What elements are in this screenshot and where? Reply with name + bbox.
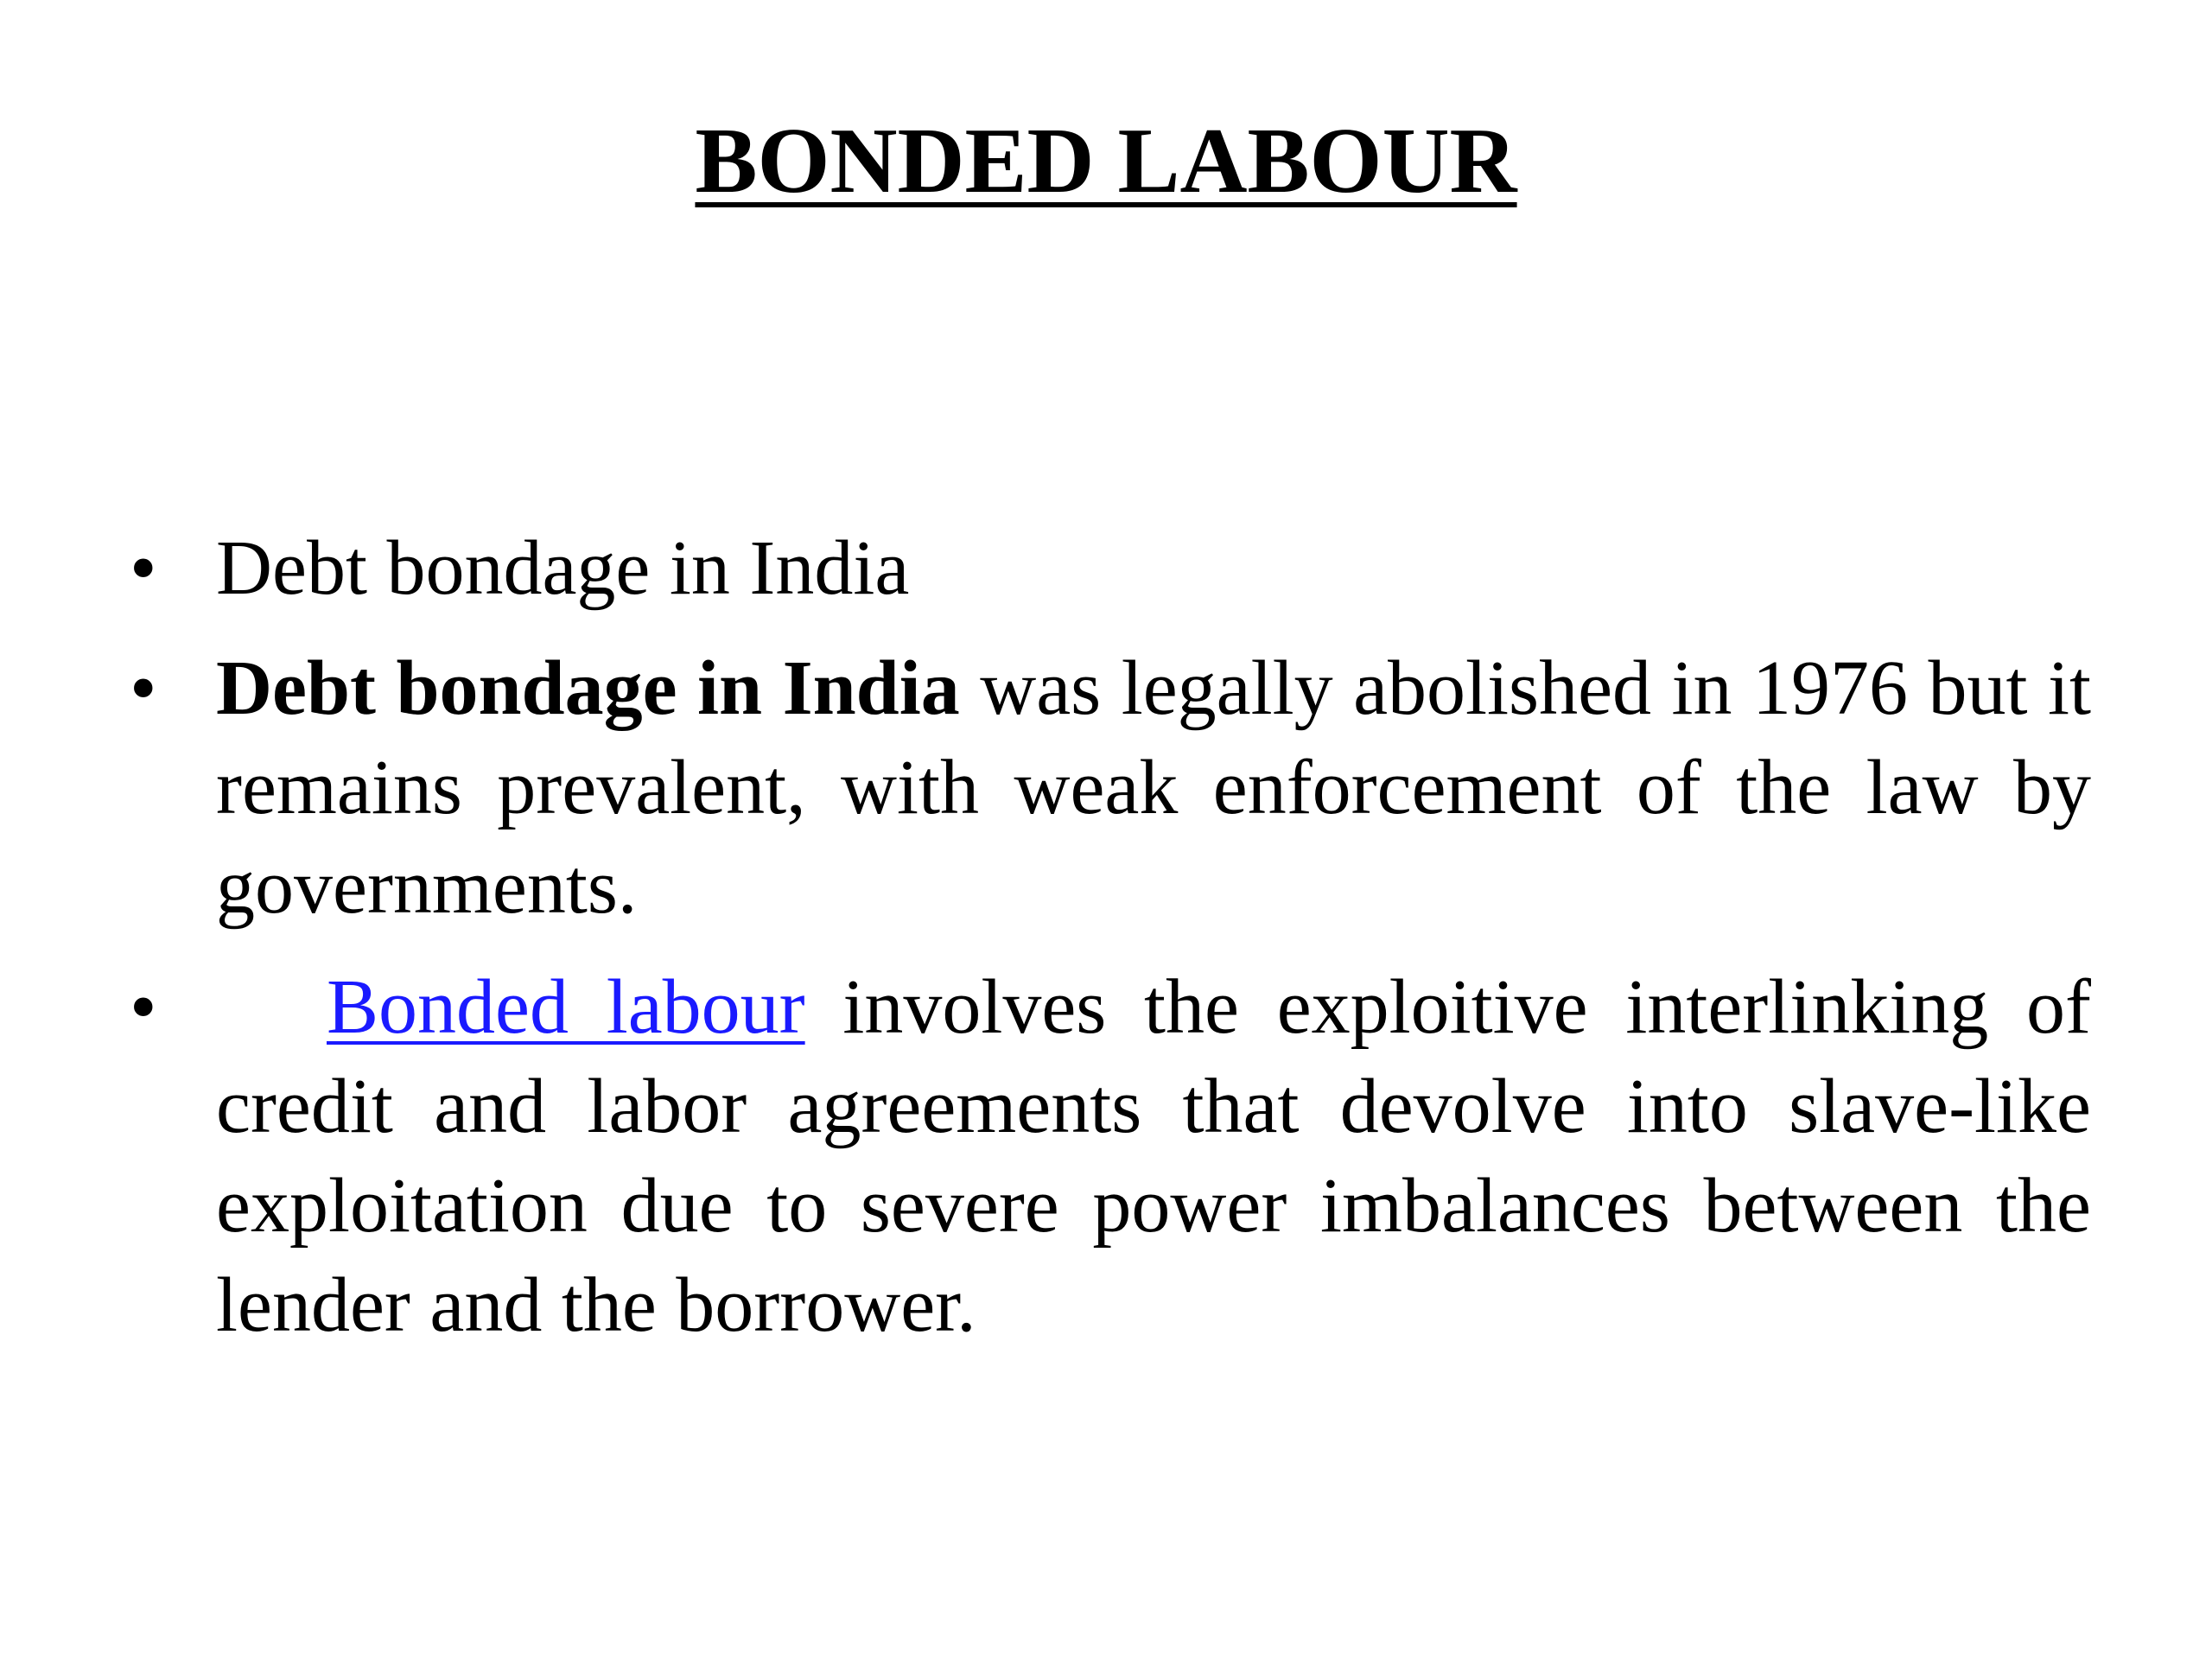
bullet-text: involves the exploitive interlinking of credit and labor agreements that devolve into slave-like exploitation due to severe power imbalances between the lender and the borrower. — [216, 964, 2091, 1348]
bullet-text: Debt bondage in India — [216, 525, 910, 611]
bullet-item-1 — [130, 518, 2091, 618]
bullet-dot-icon: • — [130, 525, 157, 611]
bullet-bold-lead: Debt bondage in India — [216, 645, 960, 731]
slide-title-text: BONDED LABOUR — [695, 110, 1517, 213]
bullet-text: was legally abolished in 1976 but it remains prevalent, with weak enforcement of the law by governments. — [216, 645, 2091, 930]
bullet-dot-icon: • — [130, 964, 157, 1050]
slide-title — [0, 111, 2212, 213]
bullet-item-2 — [130, 639, 2091, 937]
bullet-item-3 — [130, 957, 2091, 1355]
bullet-list — [130, 518, 2091, 1376]
bullet-dot-icon: • — [130, 645, 157, 731]
bonded-labour-link[interactable]: Bonded labour — [327, 964, 805, 1050]
